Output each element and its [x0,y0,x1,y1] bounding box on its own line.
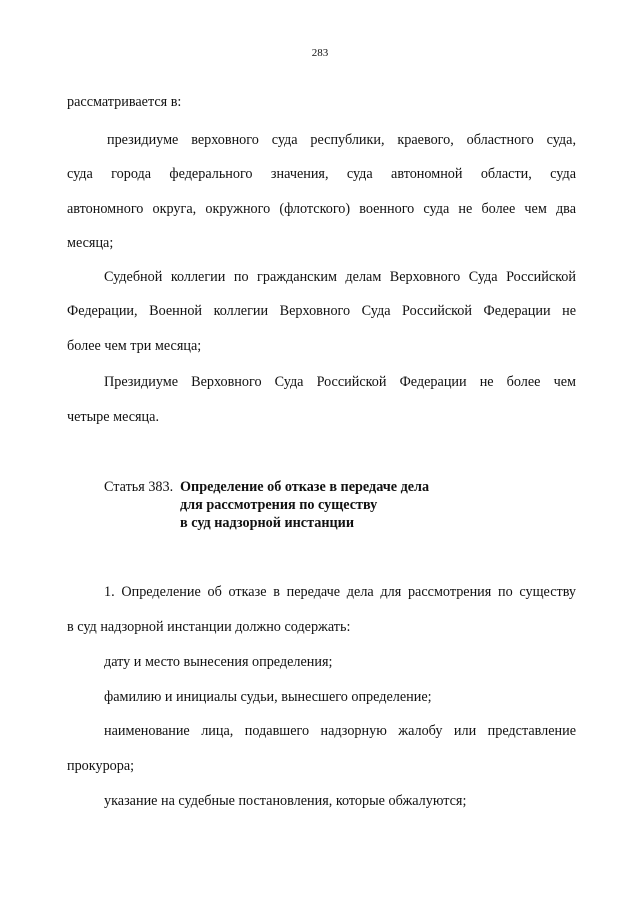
text-line: президиуме верховного суда республики, краевого, областного суда, [107,132,576,148]
page-number: 283 [311,47,329,59]
text-line: наименование лица, подавшего надзорную жалобу или представление [104,723,576,739]
text-line: месяца; [67,235,114,251]
text-line: рассматривается в: [67,94,182,110]
text-line: четыре месяца. [67,409,159,425]
text-line: прокурора; [67,758,135,774]
text-line: Президиуме Верховного Суда Российской Федерации не более чем [104,374,576,390]
text-line: указание на судебные постановления, которые обжалуются; [104,793,467,809]
article-title-line: в суд надзорной инстанции [180,515,355,531]
text-line: Судебной коллегии по гражданским делам Верховного Суда Российской [104,269,576,285]
text-line: дату и место вынесения определения; [104,654,333,670]
text-line: автономного округа, окружного (флотского) военного суда не более чем два [67,201,576,217]
text-line: суда города федерального значения, суда автономной области, суда [67,166,576,182]
text-line: фамилию и инициалы судьи, вынесшего определение; [104,689,432,705]
text-line: Федерации, Военной коллегии Верховного Суда Российской Федерации не [67,303,576,319]
text-line: в суд надзорной инстанции должно содержать: [67,619,351,635]
text-line: 1. Определение об отказе в передаче дела для рассмотрения по существу [104,584,576,600]
text-line: более чем три месяца; [67,338,202,354]
article-number: Статья 383. [104,479,174,495]
article-title-line: для рассмотрения по существу [180,497,378,513]
article-title-line: Определение об отказе в передаче дела [180,479,430,495]
